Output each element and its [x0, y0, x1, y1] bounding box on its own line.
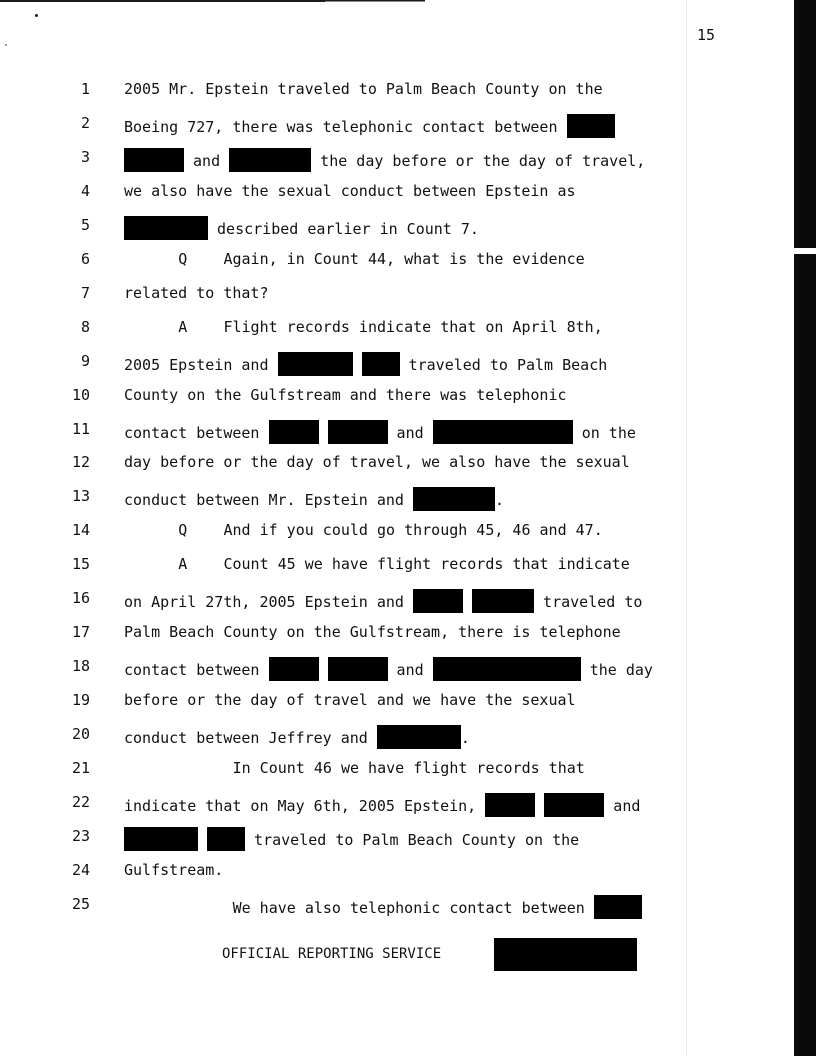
- redaction-block: [278, 352, 353, 376]
- redaction-block: [472, 589, 534, 613]
- transcript-line: [0, 180, 780, 202]
- scan-speck: [5, 44, 7, 46]
- line-text: [178, 555, 630, 573]
- scan-speck: [35, 14, 38, 17]
- transcript-line: [0, 316, 780, 338]
- redaction-block: [269, 420, 319, 444]
- line-text-segment: conduct between Mr. Epstein and: [124, 491, 413, 510]
- redaction-block: [544, 793, 604, 817]
- line-text: [124, 182, 576, 200]
- transcript-line: [0, 451, 780, 473]
- line-text: [124, 589, 642, 613]
- line-text-segment: on the: [572, 423, 636, 442]
- line-number: 4: [80, 181, 90, 200]
- transcript-line: [0, 519, 780, 541]
- transcript-line: [0, 418, 780, 440]
- line-text-segment: on April 27th, 2005 Epstein and: [124, 593, 413, 612]
- line-text: [124, 352, 607, 376]
- line-number: 19: [71, 691, 90, 710]
- redaction-block: [124, 148, 184, 172]
- line-number: 20: [71, 725, 90, 744]
- scan-edge-bar: [794, 0, 816, 1056]
- line-text: [124, 284, 269, 302]
- line-text: [124, 80, 603, 98]
- redaction-block: [413, 589, 463, 613]
- line-text: [178, 250, 584, 268]
- line-number: 3: [80, 147, 90, 166]
- line-text-segment: A Flight records indicate that on April 8th,: [178, 317, 603, 336]
- transcript-line: [0, 146, 780, 168]
- line-text: [124, 386, 567, 404]
- line-number: 11: [71, 419, 90, 438]
- redaction-block: [124, 216, 208, 240]
- line-number: 16: [71, 589, 90, 608]
- footer-redaction: [494, 938, 637, 971]
- line-text-segment: [198, 831, 207, 849]
- line-number: 12: [71, 453, 90, 472]
- line-text-segment: day before or the day of travel, we also have the sexual: [124, 453, 630, 472]
- line-text: [124, 216, 479, 240]
- transcript-line: [0, 248, 780, 270]
- line-text-segment: and: [387, 423, 433, 442]
- line-text: [124, 793, 640, 817]
- line-text-segment: We have also telephonic contact between: [232, 898, 594, 917]
- redaction-block: [413, 487, 495, 511]
- line-text: [178, 318, 602, 336]
- line-text: [124, 148, 645, 172]
- transcript-line: [0, 791, 780, 813]
- transcript-line: [0, 214, 780, 236]
- line-text-segment: .: [460, 729, 470, 748]
- redaction-block: [433, 420, 573, 444]
- line-number: 9: [80, 351, 90, 370]
- line-number: 21: [71, 759, 90, 777]
- line-text: [233, 759, 585, 777]
- line-number: 25: [71, 894, 90, 913]
- redaction-block: [377, 725, 461, 749]
- line-text: [178, 521, 602, 539]
- redaction-block: [328, 657, 388, 681]
- line-text: [124, 487, 504, 511]
- redaction-block: [433, 657, 581, 681]
- redaction-block: [485, 793, 535, 817]
- line-text-segment: Q Again, in Count 44, what is the evidence: [178, 249, 585, 268]
- line-text-segment: A Count 45 we have flight records that indicate: [178, 555, 630, 574]
- line-number: 14: [71, 521, 90, 540]
- line-text-segment: 2005 Epstein and: [124, 355, 278, 374]
- line-text-segment: Q And if you could go through 45, 46 and 47.: [178, 521, 603, 540]
- line-text-segment: traveled to Palm Beach: [399, 355, 608, 374]
- line-text-segment: 2005 Mr. Epstein traveled to Palm Beach County on the: [124, 80, 603, 98]
- line-number: 23: [71, 826, 90, 845]
- line-text: [233, 895, 642, 919]
- redaction-block: [229, 148, 311, 172]
- line-text-segment: contact between: [124, 661, 269, 680]
- line-text-segment: [353, 356, 362, 374]
- line-text: [124, 453, 630, 471]
- line-text-segment: [319, 424, 328, 442]
- page-number: 15: [697, 26, 716, 44]
- line-number: 10: [71, 385, 90, 404]
- line-number: 22: [71, 792, 90, 811]
- redaction-block: [594, 895, 642, 919]
- line-text-segment: Palm Beach County on the Gulfstream, there is telephone: [124, 623, 621, 642]
- transcript-line: [0, 112, 780, 134]
- line-text-segment: traveled to: [534, 593, 643, 612]
- transcript-line: [0, 485, 780, 510]
- transcript-line: [0, 553, 780, 575]
- transcript-line: [0, 689, 780, 711]
- line-text-segment: before or the day of travel and we have the sexual: [124, 691, 576, 710]
- transcript-line: [0, 350, 780, 372]
- footer-reporting-service: OFFICIAL REPORTING SERVICE: [222, 946, 442, 962]
- line-text-segment: and: [184, 151, 230, 170]
- line-text-segment: [463, 593, 472, 611]
- line-number: 17: [71, 623, 90, 642]
- line-number: 18: [71, 657, 90, 676]
- line-number: 13: [71, 487, 90, 506]
- line-text-segment: [319, 661, 328, 679]
- top-rule-shade: [325, 1, 425, 2]
- transcript-line: [0, 723, 780, 748]
- line-text-segment: indicate that on May 6th, 2005 Epstein,: [124, 796, 486, 815]
- line-text-segment: .: [494, 491, 505, 510]
- line-number: 6: [80, 249, 90, 268]
- line-text: [124, 114, 615, 138]
- line-text-segment: County on the Gulfstream and there was telephonic: [124, 385, 567, 404]
- line-text-segment: [535, 797, 544, 815]
- line-text: [124, 725, 470, 749]
- line-number: 7: [80, 283, 90, 302]
- line-number: 24: [71, 860, 90, 879]
- transcript-line: [0, 757, 780, 779]
- line-text: [124, 691, 576, 709]
- scan-edge-notch: [794, 248, 816, 254]
- line-text-segment: In Count 46 we have flight records that: [232, 759, 585, 777]
- line-text-segment: Gulfstream.: [124, 860, 224, 879]
- redaction-block: [362, 352, 400, 376]
- line-text-segment: the day: [580, 661, 653, 680]
- transcript-line: [0, 893, 780, 915]
- line-text-segment: we also have the sexual conduct between Epstein as: [124, 181, 576, 200]
- line-text-segment: the day before or the day of travel,: [311, 151, 646, 170]
- transcript-line: [0, 282, 780, 304]
- line-text-segment: contact between: [124, 423, 269, 442]
- redaction-block: [567, 114, 615, 138]
- line-number: 1: [80, 80, 90, 98]
- line-number: 15: [71, 555, 90, 574]
- line-text-segment: traveled to Palm Beach County on the: [245, 830, 580, 849]
- line-text-segment: conduct between Jeffrey and: [124, 729, 377, 748]
- line-text: [124, 623, 621, 641]
- transcript-line: [0, 825, 780, 847]
- transcript-line: [0, 621, 780, 643]
- line-number: 8: [80, 317, 90, 336]
- line-text-segment: and: [387, 661, 433, 680]
- transcript-line: [0, 655, 780, 680]
- redaction-block: [207, 827, 245, 851]
- line-text-segment: related to that?: [124, 283, 269, 302]
- line-text-segment: described earlier in Count 7.: [208, 219, 479, 238]
- redaction-block: [328, 420, 388, 444]
- transcript-line: [0, 859, 780, 881]
- redaction-block: [124, 827, 198, 851]
- line-text-segment: and: [604, 796, 641, 815]
- line-number: 5: [80, 215, 90, 234]
- line-text: [124, 420, 636, 444]
- line-text-segment: Boeing 727, there was telephonic contact between: [124, 117, 567, 136]
- transcript-line: [0, 78, 780, 100]
- redaction-block: [269, 657, 319, 681]
- line-text: [124, 861, 223, 879]
- line-text: [124, 657, 653, 681]
- transcript-line: [0, 384, 780, 406]
- line-text: [124, 827, 579, 851]
- transcript-line: [0, 587, 780, 612]
- line-number: 2: [80, 113, 90, 132]
